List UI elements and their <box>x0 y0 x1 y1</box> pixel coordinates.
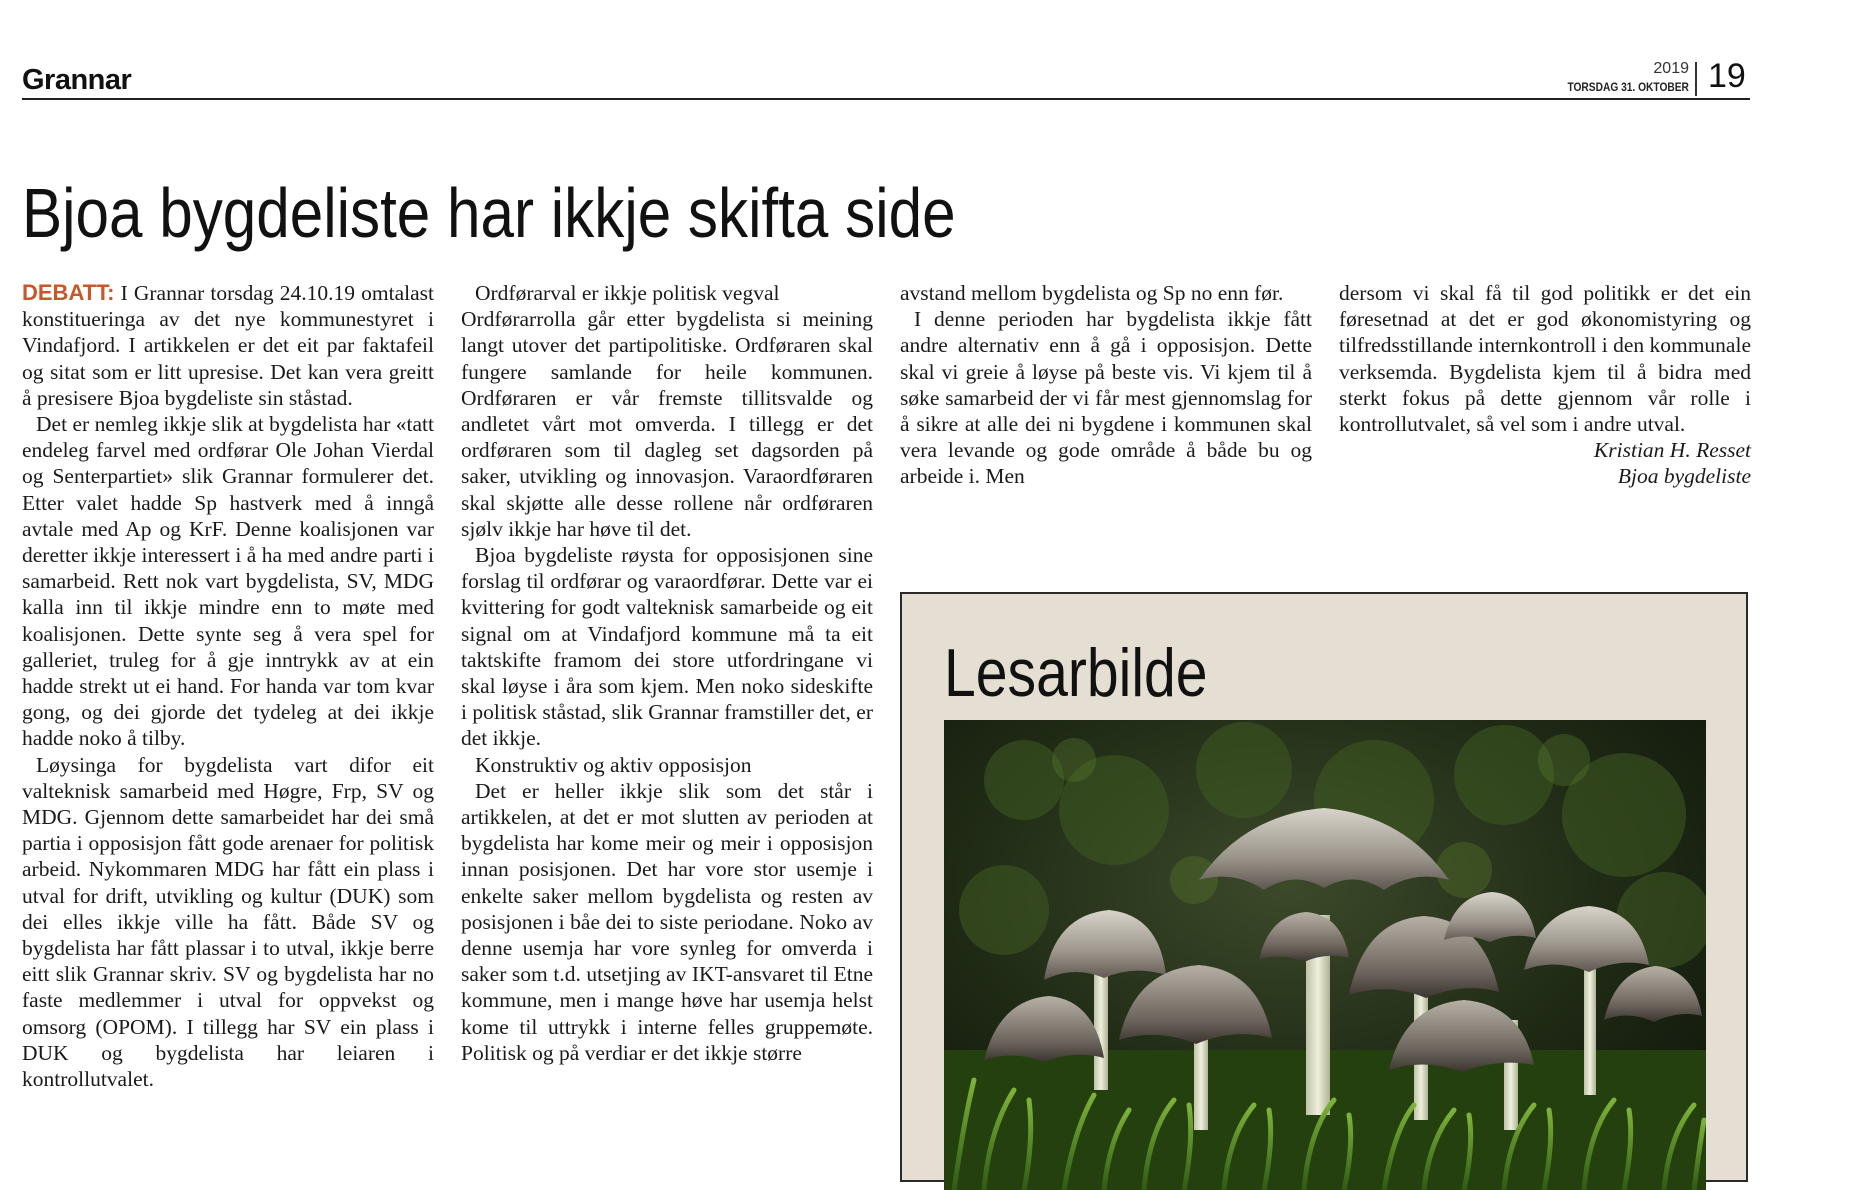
reader-photo-box <box>900 592 1748 1182</box>
subheading: Konstruktiv og aktiv opposisjon <box>475 752 752 777</box>
subheading: Ordførarval er ikkje politisk vegval <box>475 281 780 305</box>
reader-photo-title: Lesarbilde <box>944 635 1208 711</box>
article-kicker: DEBATT: <box>22 280 115 305</box>
paragraph: dersom vi skal få til god politikk er det ein føresetnad at det er god økonomistyring og tilfredsstillande internkontroll i den kommunale verksemda. Bygdelista kjem til å bidra med sterkt fokus på dette gjennom vår rolle i kontrollutvalet, så vel som i andre utval. <box>1339 281 1751 437</box>
article-column-3 <box>900 280 1312 490</box>
issue-year: 2019 <box>1653 60 1689 77</box>
header-rule <box>22 98 1750 100</box>
paragraph: I denne perioden har bygdelista ikkje fått andre alternativ enn å gå i opposisjon. Dette skal vi greie å løyse på beste vis. Vi kjem til å søke samarbeid der vi får mest gjennomslag for å sikre at alle dei ni bygdene i kommunen skal vera levande og gode område å både bu og arbeide i. Men <box>900 307 1312 489</box>
page-number: 19 <box>1708 57 1746 95</box>
article-intro <box>22 280 434 411</box>
author-affiliation: Bjoa bygdeliste <box>1617 464 1751 489</box>
author-name: Kristian H. Resset <box>1593 438 1751 463</box>
paragraph: Løysinga for bygdelista vart difor eit valteknisk samarbeid med Høgre, Frp, SV og MDG. Gjennom dette samarbeidet har dei små partia i opposisjon fått gode arenaer for politisk arbeid. Nykommaren MDG har fått ein plass i utval for drift, utvikling og kultur (DUK) som dei elles ikkje ville ha fått. Både SV og bygdelista har fått plassar i to utval, ikkje berre eitt slik Grannar skriv. SV og bygdelista har no faste medlemmer i utval for oppvekst og omsorg (OPOM). I tillegg har SV ein plass i DUK og bygdelista har leiaren i kontrollutvalet. <box>22 752 434 1092</box>
paragraph: Det er nemleg ikkje slik at bygdelista har «tatt endeleg farvel med ordførar Ole Johan Vierdal og Senterpartiet» slik Grannar formulerer det. Etter valet hadde Sp hastverk med å inngå avtale med Ap og KrF. Denne koalisjonen var deretter ikkje interessert i å ha med andre parti i samarbeid. Rett nok vart bygdelista, SV, MDG kalla inn til ikkje mindre enn to møte med koalisjonen. Dette synte seg å vera spel for galleriet, truleg for å gje inntrykk av at ein hadde strekt ut ei hand. For handa var tom kvar gong, og dei gjorde det tydeleg at dei ikkje hadde noko å tilby. <box>22 412 434 751</box>
reader-photo <box>944 720 1706 1190</box>
section-name: Grannar <box>22 64 132 96</box>
article-column-2 <box>461 280 873 1066</box>
paragraph-text: I Grannar torsdag 24.10.19 omtalast konstitueringa av det nye kommunestyret i Vindafjord. I artikkelen er det eit par faktafeil og sitat som er litt upresise. Det kan vera greitt å presisere Bjoa bygdeliste sin ståstad. <box>22 281 434 410</box>
paragraph: Ordførarrolla går etter bygdelista si meining langt utover det partipolitiske. Ordføraren skal fungere samlande for heile kommunen. Ordføraren er vår fremste tillitsvalde og andletet vårt mot omverda. I tillegg er det ordføraren som til dagleg set dagsorden på saker, utvikling og innovasjon. Varaordføraren skal skjøtte alle desse rollene når ordføraren sjølv ikkje har høve til det. <box>461 307 873 541</box>
paragraph: avstand mellom bygdelista og Sp no enn før. <box>900 281 1284 305</box>
article-headline: Bjoa bygdeliste har ikkje skifta side <box>22 174 956 252</box>
paragraph: Bjoa bygdeliste røysta for opposisjonen sine forslag til ordførar og varaordførar. Dette var ei kvittering for godt valteknisk samarbeide og eit signal om at Vindafjord kommune må ta eit taktskifte framom dei store utfordringane vi skal løyse i åra som kjem. Men noko sideskifte i politisk ståstad, slik Grannar framstiller det, er det ikkje. <box>461 543 873 751</box>
header-separator <box>1695 62 1697 96</box>
mushroom-photo-illustration <box>944 720 1706 1190</box>
article-column-1 <box>22 280 434 1092</box>
article-column-4 <box>1339 280 1751 490</box>
issue-date: TORSDAG 31. OKTOBER <box>1567 80 1689 94</box>
paragraph: Det er heller ikkje slik som det står i artikkelen, at det er mot slutten av perioden at bygdelista har kome meir og meir i opposisjon innan posisjonen. Det har vore stor usemje i enkelte saker mellom bygdelista og resten av posisjonen i båe dei to siste periodane. Noko av denne usemja har vore synleg for omverda i saker som t.d. utsetjing av IKT-ansvaret til Etne kommune, men i mange høve har usemja helst kome til uttrykk i interne felles gruppemøte. Politisk og på verdiar er det ikkje større <box>461 778 873 1065</box>
